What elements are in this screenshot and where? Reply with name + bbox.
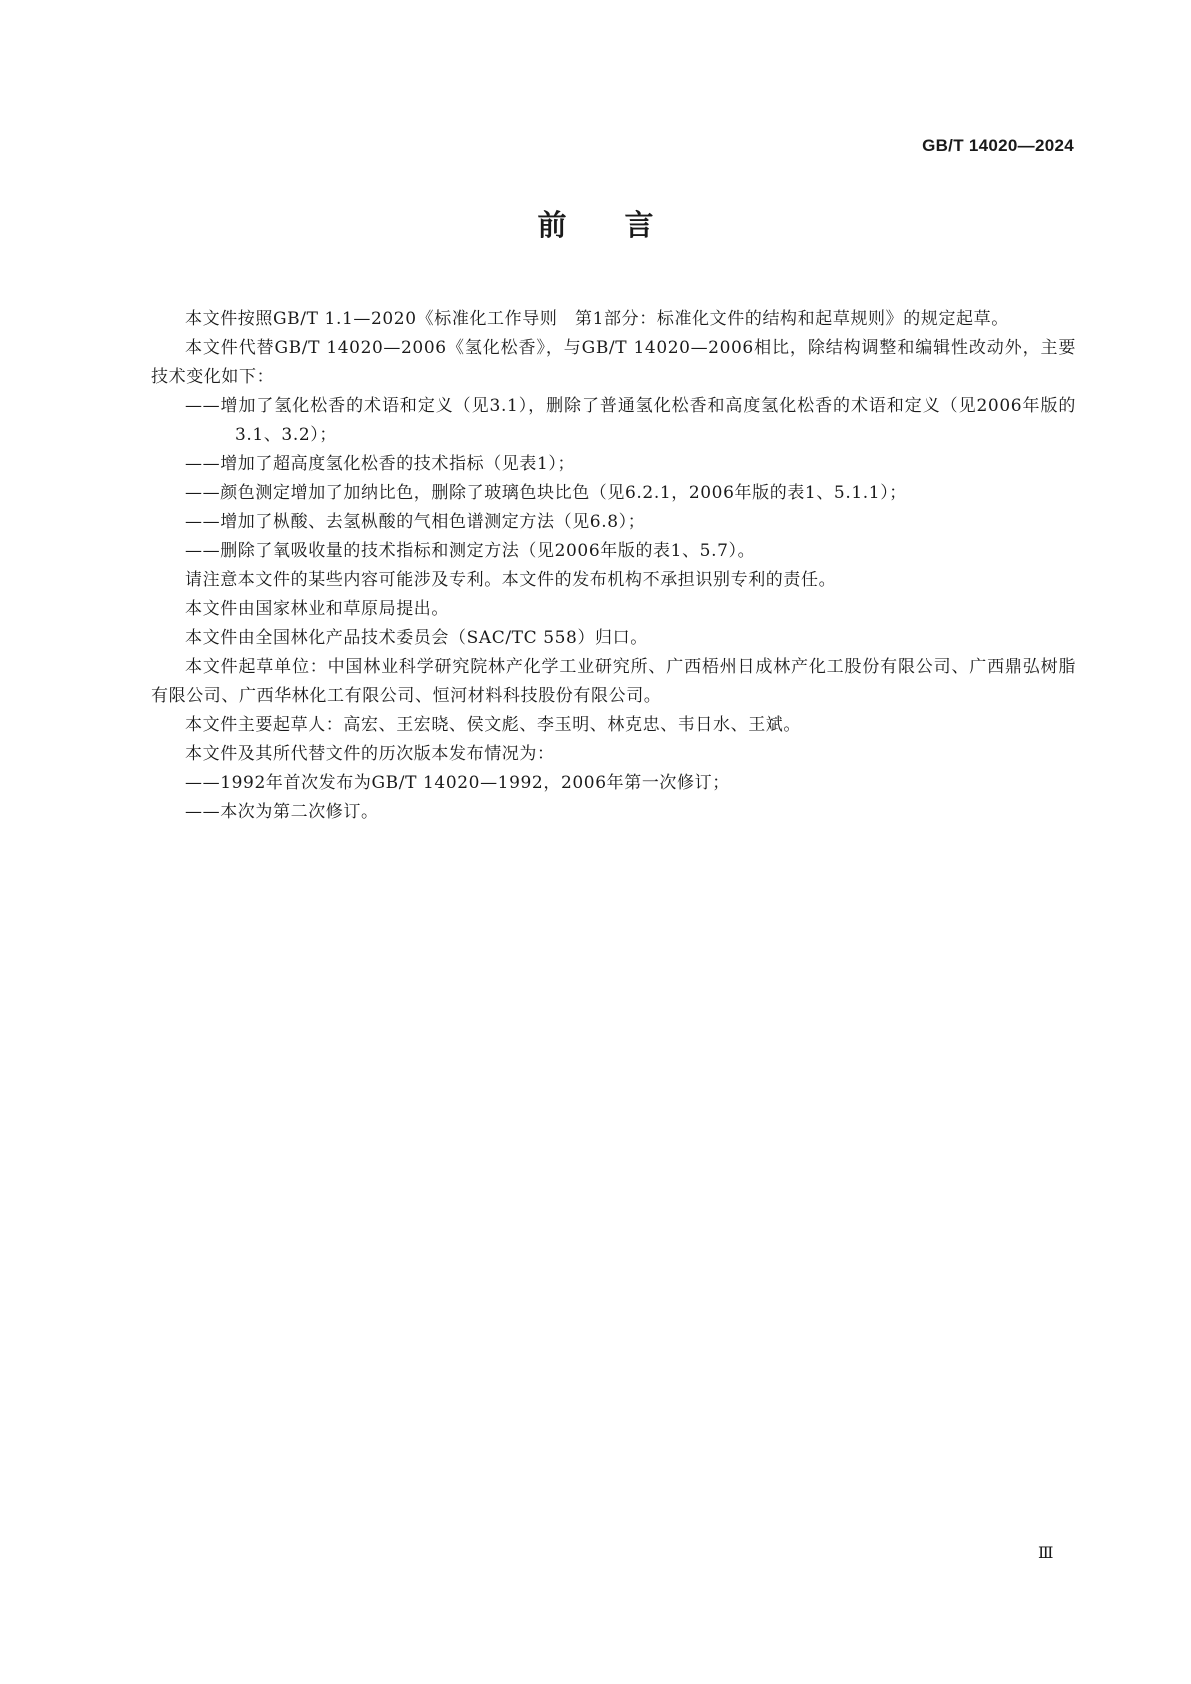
paragraph-drafters: 本文件主要起草人：高宏、王宏晓、侯文彪、李玉明、林克忠、韦日水、王斌。	[185, 715, 801, 735]
list-item: ——增加了氢化松香的术语和定义（见3.1），删除了普通氢化松香和高度氢化松香的术语和定义（见2006年版的3.1、3.2）；	[185, 396, 1076, 445]
page-number: Ⅲ	[1038, 1543, 1054, 1562]
version-history-list	[151, 769, 1076, 827]
document-code: GB/T 14020—2024	[922, 136, 1074, 155]
list-item: ——增加了超高度氢化松香的技术指标（见表1）；	[185, 454, 576, 474]
paragraph-committee: 本文件由全国林化产品技术委员会（SAC/TC 558）归口。	[185, 628, 648, 648]
list-item: ——增加了枞酸、去氢枞酸的气相色谱测定方法（见6.8）；	[185, 512, 646, 532]
list-item: ——颜色测定增加了加纳比色，删除了玻璃色块比色（见6.2.1，2006年版的表1、5.1.1）；	[185, 483, 907, 503]
paragraph-history-intro: 本文件及其所代替文件的历次版本发布情况为：	[185, 744, 555, 764]
foreword-body	[151, 305, 1076, 827]
list-item: ——删除了氧吸收量的技术指标和测定方法（见2006年版的表1、5.7）。	[185, 541, 756, 561]
list-item: ——1992年首次发布为GB/T 14020—1992，2006年第一次修订；	[185, 773, 730, 793]
paragraph-drafting-units: 本文件起草单位：中国林业科学研究院林产化学工业研究所、广西梧州日成林产化工股份有限公司、广西鼎弘树脂有限公司、广西华林化工有限公司、恒河材料科技股份有限公司。	[151, 657, 1076, 706]
list-item: ——本次为第二次修订。	[185, 802, 379, 822]
paragraph-patent-notice: 请注意本文件的某些内容可能涉及专利。本文件的发布机构不承担识别专利的责任。	[185, 570, 837, 590]
paragraph-replacement: 本文件代替GB/T 14020—2006《氢化松香》，与GB/T 14020—2006相比，除结构调整和编辑性改动外，主要技术变化如下：	[151, 338, 1076, 387]
paragraph-proposer: 本文件由国家林业和草原局提出。	[185, 599, 449, 619]
technical-changes-list	[151, 392, 1076, 566]
page-title: 前言	[537, 208, 712, 242]
paragraph-drafting-rules: 本文件按照GB/T 1.1—2020《标准化工作导则 第1部分：标准化文件的结构和起草规则》的规定起草。	[185, 309, 1009, 329]
